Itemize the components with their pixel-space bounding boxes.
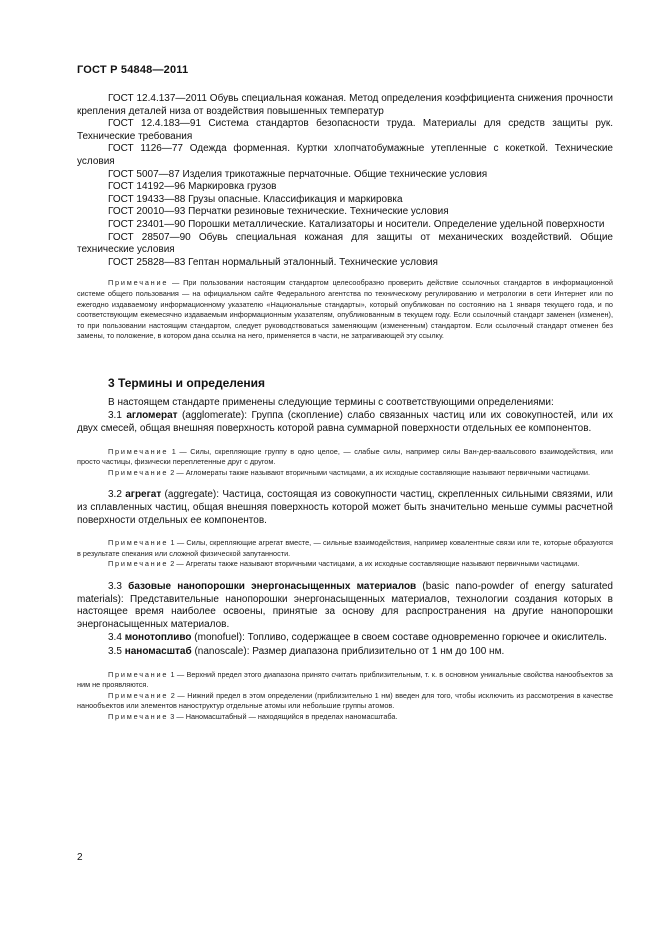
term-name: монотопливо bbox=[124, 632, 192, 644]
page-content bbox=[77, 93, 613, 723]
note-text: — Верхний предел этого диапазона принято считать приблизительным, т. к. в основном уникальные свойства нанообъектов за ним не проявляются. bbox=[77, 669, 613, 690]
note-label: Примечание bbox=[108, 669, 169, 679]
term-name: агломерат bbox=[126, 410, 178, 422]
term-definition bbox=[77, 646, 613, 659]
note-label: Примечание bbox=[108, 467, 169, 477]
note-text: — Силы, скрепляющие группу в одно целое, — слабые силы, например силы Ван-дер-ваальсового взаимодействия, или просто частицы, физически переплетенные друг с другом. bbox=[77, 446, 613, 467]
references-list bbox=[77, 93, 613, 269]
term-definition bbox=[77, 581, 613, 631]
page-number: 2 bbox=[77, 852, 83, 863]
term-note bbox=[77, 712, 613, 723]
term-note bbox=[77, 559, 613, 570]
note-text: — Наномасштабный — находящийся в пределах наномасштаба. bbox=[174, 711, 398, 721]
reference-item: ГОСТ 28507—90 Обувь специальная кожаная для защиты от механических воздействий. Общие технические условия bbox=[77, 231, 613, 256]
page-header: ГОСТ Р 54848—2011 bbox=[77, 64, 189, 76]
term-note bbox=[77, 468, 613, 479]
term-name: агрегат bbox=[125, 489, 162, 501]
note-text: — Нижний предел в этом определении (приблизительно 1 нм) введен для того, чтобы исключить из рассмотрения в качестве нанообъектов или элементов наноструктур отдельные атомы или небольшие группы атомов. bbox=[77, 690, 613, 711]
term-def: (nanoscale): Размер диапазона приблизительно от 1 нм до 100 нм. bbox=[191, 645, 505, 657]
note-label: Примечание bbox=[108, 538, 169, 548]
note-number: 1 bbox=[168, 446, 176, 456]
term-def: (agglomerate): Группа (скопление) слабо связанных частиц или их совокупностей, или их двух смесей, общая внешняя поверхность которой равна суммарной поверхности отдельных ее компонентов. bbox=[77, 410, 613, 435]
reference-item: ГОСТ 14192—96 Маркировка грузов bbox=[108, 181, 277, 193]
term-notes bbox=[77, 538, 613, 570]
term-name: наномасштаб bbox=[124, 645, 192, 657]
term-note bbox=[77, 691, 613, 712]
note-number: 2 bbox=[168, 467, 175, 477]
note-number: 2 bbox=[168, 559, 175, 569]
section-intro: В настоящем стандарте применены следующие термины с соответствующими определениями: bbox=[108, 396, 554, 408]
term-definition bbox=[77, 489, 613, 527]
reference-item: ГОСТ 1126—77 Одежда форменная. Куртки хлопчатобумажные утепленные с кокеткой. Технические условия bbox=[77, 143, 613, 167]
term-notes bbox=[77, 447, 613, 479]
term-definition bbox=[77, 632, 613, 645]
section-title: 3 Термины и определения bbox=[108, 375, 266, 390]
term-name: базовые нанопорошки энергонасыщенных материалов bbox=[128, 581, 417, 592]
note-number: 1 bbox=[168, 538, 175, 548]
reference-item: ГОСТ 19433—88 Грузы опасные. Классификация и маркировка bbox=[108, 193, 403, 205]
term-note bbox=[77, 670, 613, 691]
term-note bbox=[77, 447, 613, 468]
term-notes bbox=[77, 670, 613, 723]
reference-item: ГОСТ 25828—83 Гептан нормальный эталонный. Технические условия bbox=[108, 256, 438, 268]
note-text: — Агрегаты также называют вторичными частицами, а их исходные составляющие называют первичными частицами. bbox=[174, 559, 580, 569]
note-number: 2 bbox=[168, 690, 175, 700]
reference-item: ГОСТ 5007—87 Изделия трикотажные перчаточные. Общие технические условия bbox=[108, 168, 488, 180]
note-number: 3 bbox=[168, 711, 175, 721]
note-text: — Силы, скрепляющие агрегат вместе, — сильные взаимодействия, например ковалентные связи или те, которые образуются в результате спекания или сложной физической запутанности. bbox=[77, 538, 613, 558]
term-number: 3.3 bbox=[108, 581, 122, 592]
term-note bbox=[77, 538, 613, 559]
note-label: Примечание bbox=[108, 278, 169, 288]
term-def: (monofuel): Топливо, содержащее в своем составе одновременно горючее и окислитель. bbox=[191, 632, 607, 644]
term-def: (aggregate): Частица, состоящая из совокупности частиц, скрепленных сильными связями, или из сплавленных частиц, общая внешняя поверхность которой может быть значительно меньше суммы расчетной поверхности отдельных ее компонентов. bbox=[77, 489, 613, 526]
term-definition bbox=[77, 410, 613, 435]
term-number: 3.2 bbox=[108, 489, 122, 501]
term-number: 3.1 bbox=[108, 410, 122, 422]
note-label: Примечание bbox=[108, 559, 169, 569]
term-number: 3.4 bbox=[108, 632, 122, 644]
reference-note bbox=[77, 278, 613, 342]
reference-item: ГОСТ 23401—90 Порошки металлические. Катализаторы и носители. Определение удельной поверхности bbox=[108, 218, 605, 230]
note-label: Примечание bbox=[108, 711, 169, 721]
reference-item: ГОСТ 12.4.137—2011 Обувь специальная кожаная. Метод определения коэффициента снижения прочности крепления деталей низа от воздействия повышенных температур bbox=[77, 93, 613, 117]
reference-item: ГОСТ 12.4.183—91 Система стандартов безопасности труда. Материалы для средств защиты рук. Технические требования bbox=[77, 118, 613, 142]
reference-item: ГОСТ 20010—93 Перчатки резиновые технические. Технические условия bbox=[108, 206, 449, 218]
term-number: 3.5 bbox=[108, 645, 122, 657]
note-text: — Агломераты также называют вторичными частицами, а их исходные составляющие называют первичными частицами. bbox=[174, 467, 590, 477]
note-label: Примечание bbox=[108, 446, 169, 456]
note-number: 1 bbox=[168, 669, 175, 679]
term-def: (basic nano-powder of energy saturated materials): Представительные нанопорошки энергонасыщенных материалов, технологии создания которых в настоящее время наиболее освоены, принятые за основу для распространения на другие нанопорошки энергонасыщенных материалов. bbox=[77, 581, 613, 630]
note-text: — При пользовании настоящим стандартом целесообразно проверить действие ссылочных стандартов в информационной системе общего пользования — на официальном сайте Федерального агентства по техническому регулированию и метрологии в сети Интернет или по ежегодно издаваемому информационному указателю «Национальные стандарты», который опубликован по состоянию на 1 января текущего года, и по соответствующим ежемесячно издаваемым информационным указателям, опубликованным в текущем году. Если ссылочный стандарт заменен (изменен), то при пользовании настоящим стандартом, следует руководствоваться заменяющим (измененным) стандартом. Если ссылочный стандарт отменен без замены, то положение, в котором дана ссылка на него, применяется в части, не затрагивающей эту ссылку. bbox=[77, 278, 613, 341]
note-label: Примечание bbox=[108, 690, 169, 700]
